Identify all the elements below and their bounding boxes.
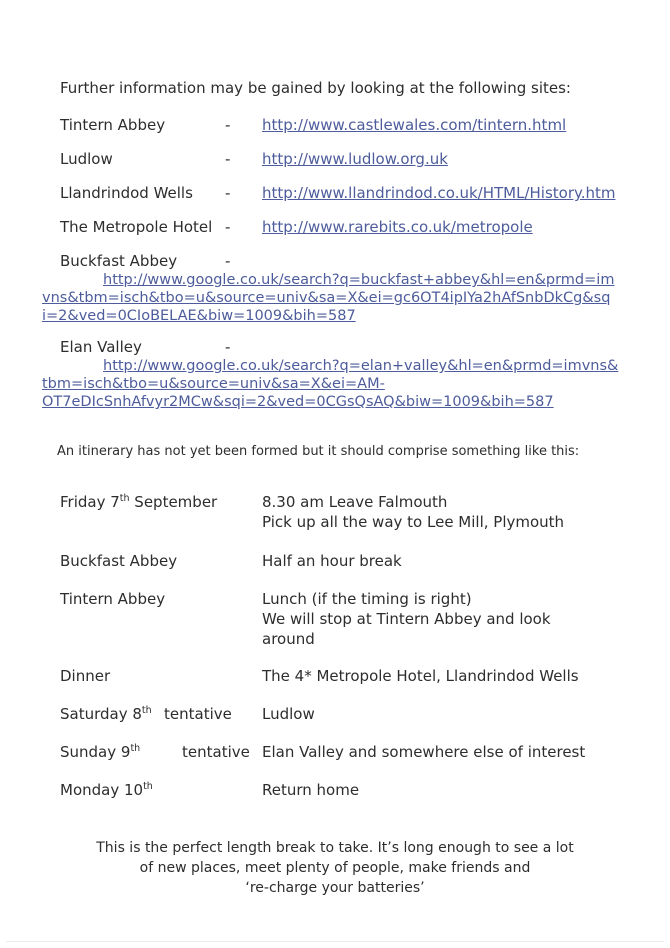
itinerary-row-sunday bbox=[60, 742, 660, 762]
detail-line: Ludlow bbox=[262, 705, 315, 723]
itinerary-intro-text: An itinerary has not yet been formed but it should comprise something like this: bbox=[57, 444, 580, 459]
link-line: http://www.google.co.uk/search?q=buckfast+abbey&hl=en&prmd=im bbox=[103, 272, 615, 288]
itinerary-day-label bbox=[60, 493, 217, 511]
day-text: Monday 10 bbox=[60, 781, 144, 799]
ordinal-suffix: th bbox=[141, 705, 152, 716]
itinerary-row-tintern-abbey bbox=[60, 589, 660, 648]
closing-paragraph bbox=[0, 838, 670, 898]
itinerary-row-saturday bbox=[60, 704, 660, 724]
itinerary-detail bbox=[262, 551, 402, 571]
closing-line: This is the perfect length break to take. It’s long enough to see a lot bbox=[96, 840, 574, 856]
scan-artifact-line bbox=[6, 941, 664, 942]
google-search-link-elan-valley[interactable] bbox=[42, 357, 648, 411]
link-line: http://www.google.co.uk/search?q=elan+valley&hl=en&prmd=imvns& bbox=[103, 358, 619, 374]
site-row-llandrindod-wells bbox=[60, 185, 650, 201]
itinerary-day-label bbox=[60, 705, 152, 723]
detail-line: around bbox=[262, 630, 315, 648]
link-line: vns&tbm=isch&tbo=u&source=univ&sa=X&ei=gc6OT4ipIYa2hAfSnbDkCg&sq bbox=[42, 290, 611, 306]
itinerary-detail bbox=[262, 742, 585, 762]
detail-line: 8.30 am Leave Falmouth bbox=[262, 493, 448, 511]
site-link-llandrindod-wells[interactable]: http://www.llandrindod.co.uk/HTML/History.htm bbox=[262, 184, 616, 202]
itinerary-row-monday bbox=[60, 780, 660, 800]
site-name: The Metropole Hotel bbox=[60, 218, 213, 236]
dash-separator: - bbox=[225, 252, 231, 270]
site-link-ludlow[interactable]: http://www.ludlow.org.uk bbox=[262, 150, 448, 168]
itinerary-detail bbox=[262, 666, 579, 686]
site-row-metropole-hotel bbox=[60, 219, 650, 235]
intro-text: Further information may be gained by looking at the following sites: bbox=[60, 79, 571, 97]
tentative-label: tentative bbox=[164, 705, 232, 723]
day-text: Saturday 8 bbox=[60, 705, 142, 723]
site-name: Elan Valley bbox=[60, 338, 142, 356]
itinerary-day-label bbox=[60, 781, 153, 799]
site-name: Ludlow bbox=[60, 150, 113, 168]
dash-separator: - bbox=[225, 150, 231, 168]
site-name: Llandrindod Wells bbox=[60, 184, 193, 202]
ordinal-suffix: th bbox=[119, 493, 130, 504]
itinerary-row-friday bbox=[60, 492, 660, 531]
google-search-link-buckfast-abbey[interactable] bbox=[42, 271, 648, 325]
site-row-ludlow bbox=[60, 151, 650, 167]
itinerary-row-buckfast-abbey bbox=[60, 551, 660, 571]
day-text: Friday 7 bbox=[60, 493, 120, 511]
dash-separator: - bbox=[225, 338, 231, 356]
site-row-tintern-abbey bbox=[60, 117, 650, 133]
itinerary-day-label bbox=[60, 743, 140, 761]
detail-line: Half an hour break bbox=[262, 552, 402, 570]
site-link-tintern-abbey[interactable]: http://www.castlewales.com/tintern.html bbox=[262, 116, 567, 134]
link-line: OT7eDIcSnhAfvyr2MCw&sqi=2&ved=0CGsQsAQ&biw=1009&bih=587 bbox=[42, 394, 554, 410]
site-row-elan-valley bbox=[60, 339, 650, 355]
itinerary-detail bbox=[262, 589, 551, 649]
link-line: i=2&ved=0CIoBELAE&biw=1009&bih=587 bbox=[42, 308, 356, 324]
itinerary-detail bbox=[262, 492, 564, 532]
detail-line: Return home bbox=[262, 781, 360, 799]
itinerary-detail bbox=[262, 780, 359, 800]
dash-separator: - bbox=[225, 218, 231, 236]
day-text: Sunday 9 bbox=[60, 743, 131, 761]
ordinal-suffix: th bbox=[130, 743, 141, 754]
day-text-rest: September bbox=[129, 493, 218, 511]
itinerary-day-label: Dinner bbox=[60, 667, 111, 685]
site-row-buckfast-abbey bbox=[60, 253, 650, 269]
detail-line: The 4* Metropole Hotel, Llandrindod Wells bbox=[262, 667, 579, 685]
detail-line: We will stop at Tintern Abbey and look bbox=[262, 610, 551, 628]
itinerary-day-label: Buckfast Abbey bbox=[60, 552, 178, 570]
dash-separator: - bbox=[225, 116, 231, 134]
dash-separator: - bbox=[225, 184, 231, 202]
site-name: Tintern Abbey bbox=[60, 116, 166, 134]
link-line: tbm=isch&tbo=u&source=univ&sa=X&ei=AM- bbox=[42, 376, 385, 392]
detail-line: Elan Valley and somewhere else of interest bbox=[262, 743, 586, 761]
ordinal-suffix: th bbox=[143, 781, 153, 792]
site-link-metropole-hotel[interactable]: http://www.rarebits.co.uk/metropole bbox=[262, 218, 533, 236]
closing-line: ‘re-charge your batteries’ bbox=[245, 880, 425, 896]
detail-line: Pick up all the way to Lee Mill, Plymouth bbox=[262, 513, 565, 531]
itinerary-row-dinner bbox=[60, 666, 660, 686]
tentative-label: tentative bbox=[182, 743, 250, 761]
closing-line: of new places, meet plenty of people, make friends and bbox=[139, 860, 531, 876]
itinerary-day-label: Tintern Abbey bbox=[60, 590, 166, 608]
itinerary-detail bbox=[262, 704, 315, 724]
detail-line: Lunch (if the timing is right) bbox=[262, 590, 472, 608]
site-name: Buckfast Abbey bbox=[60, 252, 178, 270]
